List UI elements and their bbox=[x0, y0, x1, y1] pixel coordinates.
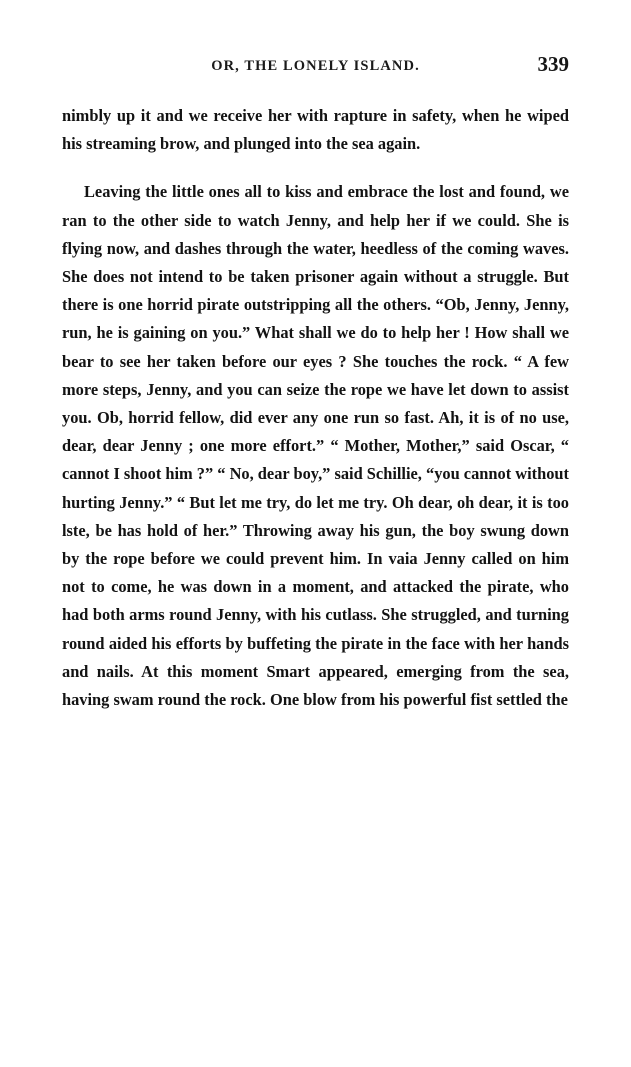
paragraph-2: Leaving the little ones all to kiss and embrace the lost and found, we ran to the other side to watch Jenny, and help her if we could. She is flying now, and dashes through the water, heedless of the coming waves. She does not intend to be taken prisoner again without a struggle. But there is one horrid pirate outstripping all the others. “Ob, Jenny, Jenny, run, he is gaining on you.” What shall we do to help her ! How shall we bear to see her taken before our eyes ? She touches the rock. “ A few more steps, Jenny, and you can seize the rope we have let down to assist you. Ob, horrid fellow, did ever any one run so fast. Ah, it is of no use, dear, dear Jenny ; one more effort.” “ Mother, Mother,” said Oscar, “ cannot I shoot him ?” “ No, dear boy,” said Schillie, “you cannot without hurting Jenny.” “ But let me try, do let me try. Oh dear, oh dear, it is too lste, be has hold of her.” Throwing away his gun, the boy swung down by the rope before we could prevent him. In vaia Jenny called on him not to come, he was down in a moment, and attacked the pirate, who had both arms round Jenny, with his cutlass. She struggled, and turning round aided his efforts by buffeting the pirate in the face with her hands and nails. At this moment Smart appeared, emerging from the sea, having swam round the rock. One blow from his powerful fist settled the bbox=[62, 182, 569, 710]
page-number: 339 bbox=[537, 52, 569, 76]
page-body bbox=[62, 102, 569, 714]
paragraph-1: nimbly up it and we receive her with rapture in safety, when he wiped his streaming brow, and plunged into the sea again. bbox=[62, 106, 569, 154]
running-head: OR, THE LONELY ISLAND. bbox=[211, 58, 420, 74]
page-header bbox=[62, 52, 569, 86]
